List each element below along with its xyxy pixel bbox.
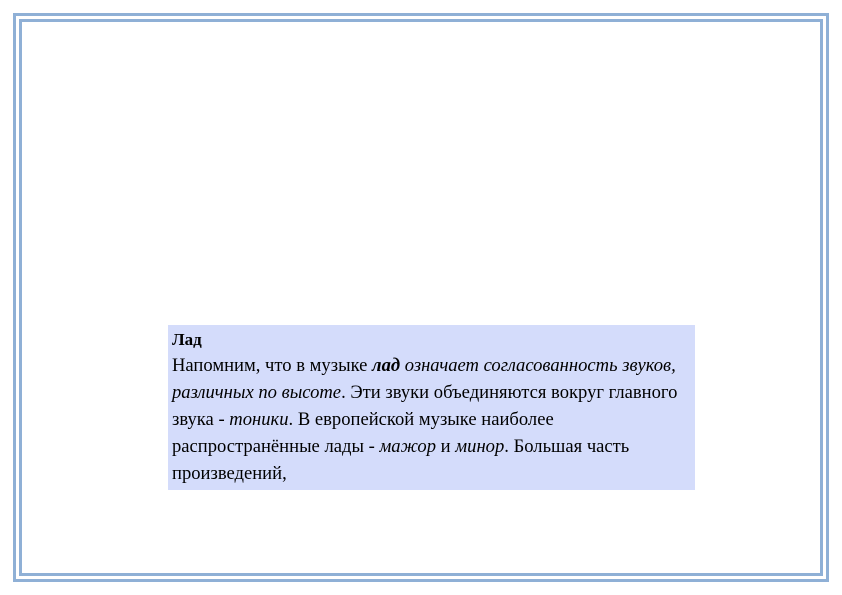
definition-run: означает согласованность звуков, различных по высоте	[172, 355, 676, 403]
text-run: и	[436, 436, 456, 457]
lad-text-box	[168, 325, 695, 490]
term-lad: лад	[372, 355, 401, 376]
term-minor: минор	[455, 436, 505, 457]
term-tonika: тоники	[229, 409, 289, 430]
text-run: . Эти звуки объединяются вокруг главного звука -	[172, 382, 678, 430]
slide-inner-frame	[19, 19, 823, 576]
heading-lad: Лад	[172, 330, 202, 349]
text-run: . Большая часть произведений,	[172, 436, 630, 484]
text-run: Напомним, что в музыке	[172, 355, 373, 376]
lad-paragraph	[172, 352, 691, 487]
text-run: . В европейской музыке наиболее распространённые лады -	[172, 409, 554, 457]
term-mazhor: мажор	[379, 436, 437, 457]
